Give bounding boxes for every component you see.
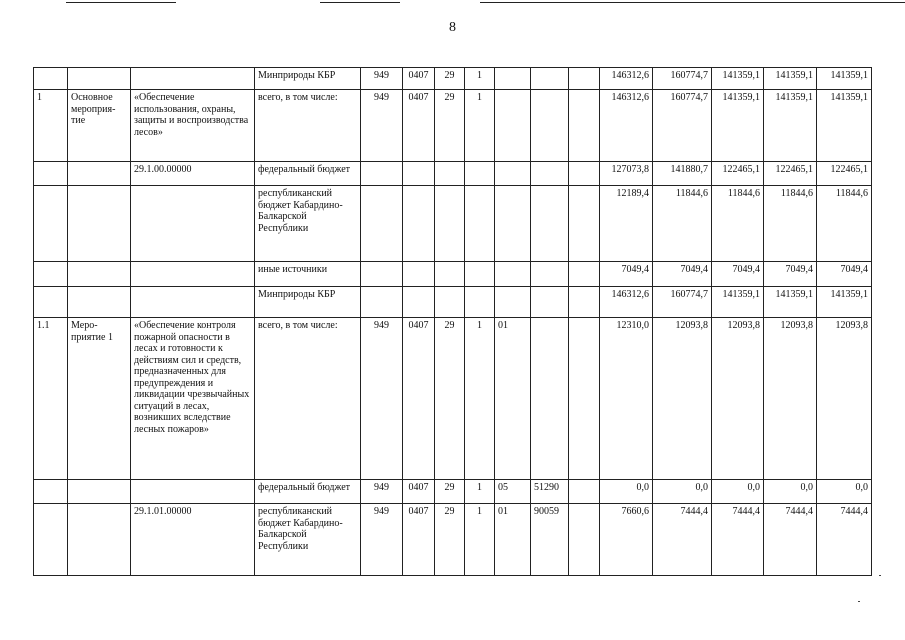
top-rule-right	[480, 2, 905, 3]
top-rule-left	[66, 2, 176, 3]
amount-year-4-cell: 7049,4	[764, 262, 817, 287]
grbs-code-cell	[361, 162, 403, 186]
element-name-cell	[131, 287, 255, 318]
amount-year-5-cell: 122465,1	[817, 162, 872, 186]
element-name-cell: «Обеспечение контроля пожарной опасности в лесах и готовности к действиям сил и средств, предназначенных для предупреждения и ликвидации чрезвычайных ситуаций в лесах, возникших вследствие лесных пожаров»	[131, 318, 255, 480]
amount-year-3-cell: 11844,6	[712, 186, 764, 262]
amount-year-2-cell: 160774,7	[653, 90, 712, 162]
funding-source-cell: федеральный бюджет	[255, 162, 361, 186]
rz-pr-code-cell	[403, 186, 435, 262]
table-row	[34, 318, 872, 480]
program-code-cell: 29	[435, 68, 465, 90]
row-number-cell	[34, 186, 68, 262]
amount-year-1-cell: 7660,6	[600, 504, 653, 576]
amount-year-3-cell: 0,0	[712, 480, 764, 504]
element-name-cell	[131, 68, 255, 90]
program-code-cell: 29	[435, 318, 465, 480]
expense-code-cell	[531, 262, 569, 287]
element-name-cell: «Обеспечение использования, охраны, защиты и воспроизводства лесов»	[131, 90, 255, 162]
element-type-cell: Основное мероприя-тие	[68, 90, 131, 162]
amount-year-5-cell: 141359,1	[817, 68, 872, 90]
event-code-cell	[495, 262, 531, 287]
amount-year-1-cell: 12189,4	[600, 186, 653, 262]
amount-year-1-cell: 146312,6	[600, 68, 653, 90]
expense-code-cell	[531, 68, 569, 90]
expense-code-cell	[531, 162, 569, 186]
page-number: 8	[449, 20, 456, 35]
amount-year-2-cell: 11844,6	[653, 186, 712, 262]
amount-year-2-cell: 12093,8	[653, 318, 712, 480]
amount-year-1-cell: 146312,6	[600, 287, 653, 318]
event-code-cell	[495, 186, 531, 262]
program-code-cell: 29	[435, 480, 465, 504]
top-rule-mid	[320, 2, 400, 3]
table-row	[34, 186, 872, 262]
subprogram-code-cell	[465, 287, 495, 318]
subprogram-code-cell	[465, 162, 495, 186]
element-name-cell: 29.1.00.00000	[131, 162, 255, 186]
amount-year-4-cell: 12093,8	[764, 318, 817, 480]
vr-code-cell	[569, 287, 600, 318]
grbs-code-cell: 949	[361, 90, 403, 162]
subprogram-code-cell: 1	[465, 480, 495, 504]
row-number-cell	[34, 504, 68, 576]
amount-year-3-cell: 122465,1	[712, 162, 764, 186]
grbs-code-cell	[361, 186, 403, 262]
amount-year-2-cell: 160774,7	[653, 287, 712, 318]
element-name-cell	[131, 186, 255, 262]
event-code-cell	[495, 68, 531, 90]
amount-year-5-cell: 7049,4	[817, 262, 872, 287]
grbs-code-cell: 949	[361, 504, 403, 576]
subprogram-code-cell: 1	[465, 318, 495, 480]
event-code-cell: 05	[495, 480, 531, 504]
amount-year-4-cell: 141359,1	[764, 90, 817, 162]
funding-source-cell: федеральный бюджет	[255, 480, 361, 504]
element-type-cell	[68, 262, 131, 287]
program-code-cell	[435, 287, 465, 318]
vr-code-cell	[569, 186, 600, 262]
vr-code-cell	[569, 504, 600, 576]
row-number-cell	[34, 262, 68, 287]
expense-code-cell: 51290	[531, 480, 569, 504]
program-code-cell: 29	[435, 504, 465, 576]
table-row	[34, 287, 872, 318]
vr-code-cell	[569, 90, 600, 162]
row-number-cell	[34, 480, 68, 504]
program-code-cell: 29	[435, 90, 465, 162]
row-number-cell: 1	[34, 90, 68, 162]
funding-source-cell: всего, в том числе:	[255, 318, 361, 480]
amount-year-5-cell: 7444,4	[817, 504, 872, 576]
grbs-code-cell: 949	[361, 68, 403, 90]
row-number-cell	[34, 287, 68, 318]
event-code-cell	[495, 162, 531, 186]
funding-source-cell: Минприроды КБР	[255, 68, 361, 90]
row-number-cell	[34, 162, 68, 186]
element-type-cell: Меро-приятие 1	[68, 318, 131, 480]
vr-code-cell	[569, 68, 600, 90]
subprogram-code-cell	[465, 186, 495, 262]
funding-source-cell: республиканский бюджет Кабардино-Балкарской Республики	[255, 504, 361, 576]
amount-year-3-cell: 141359,1	[712, 287, 764, 318]
amount-year-1-cell: 7049,4	[600, 262, 653, 287]
element-type-cell	[68, 162, 131, 186]
amount-year-3-cell: 7049,4	[712, 262, 764, 287]
rz-pr-code-cell: 0407	[403, 504, 435, 576]
amount-year-4-cell: 122465,1	[764, 162, 817, 186]
grbs-code-cell: 949	[361, 318, 403, 480]
table-row	[34, 480, 872, 504]
expense-code-cell	[531, 186, 569, 262]
amount-year-5-cell: 141359,1	[817, 287, 872, 318]
row-number-cell	[34, 68, 68, 90]
event-code-cell	[495, 90, 531, 162]
amount-year-3-cell: 141359,1	[712, 68, 764, 90]
element-name-cell: 29.1.01.00000	[131, 504, 255, 576]
scan-speck	[858, 601, 860, 602]
grbs-code-cell	[361, 262, 403, 287]
element-name-cell	[131, 480, 255, 504]
amount-year-1-cell: 127073,8	[600, 162, 653, 186]
program-code-cell	[435, 186, 465, 262]
vr-code-cell	[569, 318, 600, 480]
scan-speck	[879, 575, 881, 576]
element-name-cell	[131, 262, 255, 287]
table-row	[34, 162, 872, 186]
funding-source-cell: иные источники	[255, 262, 361, 287]
rz-pr-code-cell: 0407	[403, 68, 435, 90]
element-type-cell	[68, 504, 131, 576]
amount-year-4-cell: 141359,1	[764, 68, 817, 90]
vr-code-cell	[569, 262, 600, 287]
grbs-code-cell	[361, 287, 403, 318]
amount-year-3-cell: 141359,1	[712, 90, 764, 162]
amount-year-5-cell: 141359,1	[817, 90, 872, 162]
amount-year-4-cell: 11844,6	[764, 186, 817, 262]
element-type-cell	[68, 186, 131, 262]
amount-year-2-cell: 141880,7	[653, 162, 712, 186]
row-number-cell: 1.1	[34, 318, 68, 480]
amount-year-1-cell: 0,0	[600, 480, 653, 504]
rz-pr-code-cell	[403, 287, 435, 318]
amount-year-5-cell: 0,0	[817, 480, 872, 504]
amount-year-2-cell: 160774,7	[653, 68, 712, 90]
rz-pr-code-cell: 0407	[403, 318, 435, 480]
funding-source-cell: республиканский бюджет Кабардино-Балкарской Республики	[255, 186, 361, 262]
vr-code-cell	[569, 480, 600, 504]
amount-year-5-cell: 11844,6	[817, 186, 872, 262]
rz-pr-code-cell: 0407	[403, 90, 435, 162]
subprogram-code-cell: 1	[465, 68, 495, 90]
table-row	[34, 262, 872, 287]
amount-year-2-cell: 0,0	[653, 480, 712, 504]
expense-code-cell: 90059	[531, 504, 569, 576]
amount-year-4-cell: 7444,4	[764, 504, 817, 576]
budget-table	[33, 67, 872, 576]
table-row	[34, 90, 872, 162]
program-code-cell	[435, 162, 465, 186]
funding-source-cell: Минприроды КБР	[255, 287, 361, 318]
rz-pr-code-cell	[403, 262, 435, 287]
rz-pr-code-cell: 0407	[403, 480, 435, 504]
program-code-cell	[435, 262, 465, 287]
rz-pr-code-cell	[403, 162, 435, 186]
amount-year-2-cell: 7049,4	[653, 262, 712, 287]
expense-code-cell	[531, 318, 569, 480]
event-code-cell	[495, 287, 531, 318]
expense-code-cell	[531, 287, 569, 318]
amount-year-1-cell: 146312,6	[600, 90, 653, 162]
subprogram-code-cell: 1	[465, 504, 495, 576]
event-code-cell: 01	[495, 318, 531, 480]
grbs-code-cell: 949	[361, 480, 403, 504]
subprogram-code-cell	[465, 262, 495, 287]
vr-code-cell	[569, 162, 600, 186]
element-type-cell	[68, 287, 131, 318]
amount-year-4-cell: 141359,1	[764, 287, 817, 318]
amount-year-1-cell: 12310,0	[600, 318, 653, 480]
funding-source-cell: всего, в том числе:	[255, 90, 361, 162]
amount-year-4-cell: 0,0	[764, 480, 817, 504]
element-type-cell	[68, 68, 131, 90]
element-type-cell	[68, 480, 131, 504]
table-row	[34, 68, 872, 90]
amount-year-5-cell: 12093,8	[817, 318, 872, 480]
amount-year-3-cell: 7444,4	[712, 504, 764, 576]
expense-code-cell	[531, 90, 569, 162]
table-row	[34, 504, 872, 576]
amount-year-3-cell: 12093,8	[712, 318, 764, 480]
event-code-cell: 01	[495, 504, 531, 576]
amount-year-2-cell: 7444,4	[653, 504, 712, 576]
subprogram-code-cell: 1	[465, 90, 495, 162]
